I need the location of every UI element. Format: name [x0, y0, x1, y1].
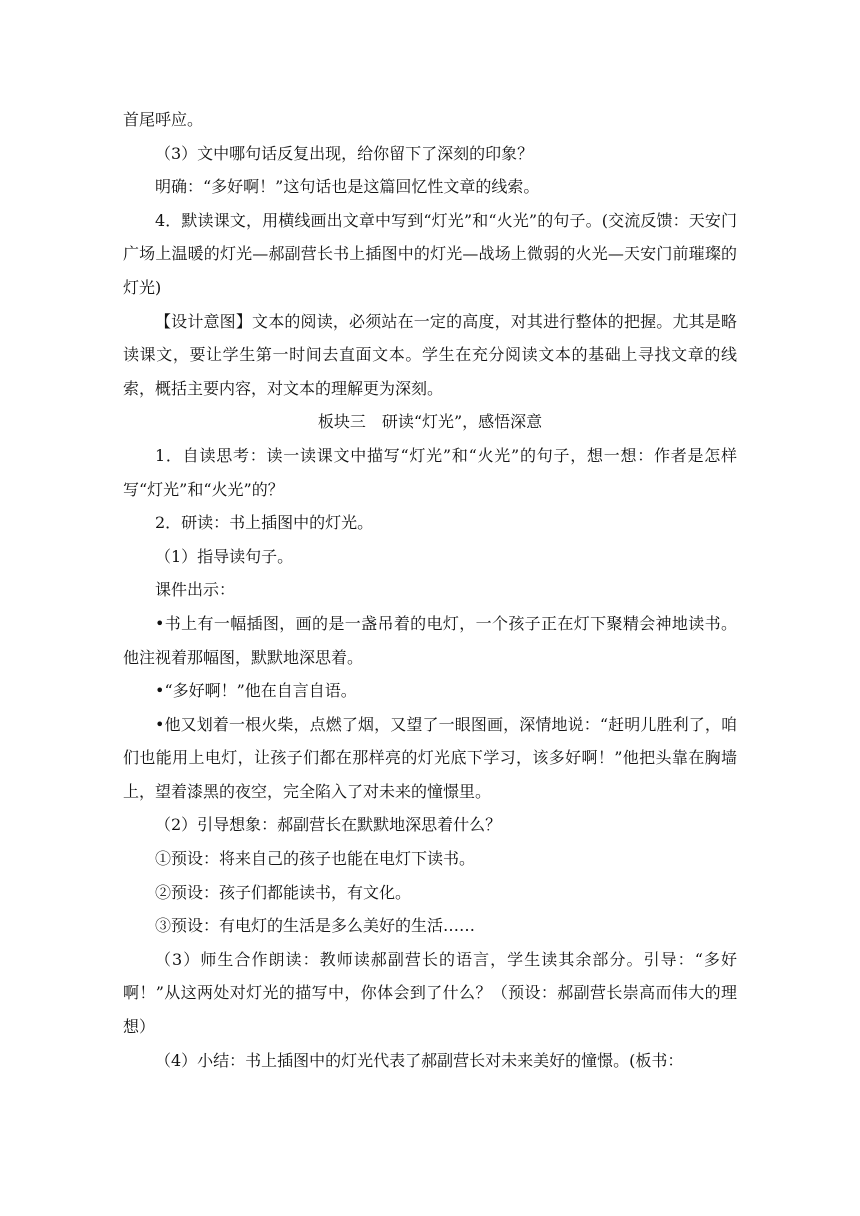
section-heading: 板块三 研读“灯光”，感悟深意 — [317, 412, 543, 432]
step-4-silent-reading: 4．默读课文，用横线画出文章中写到“灯光”和“火光”的句子。(交流反馈：天安门广场上温暖的灯光—郝副营长书上插图中的灯光—战场上微弱的火光—天安门前璀璨的灯光) — [123, 210, 737, 297]
quote-bullet-1: •书上有一幅插图，画的是一盏吊着的电灯，一个孩子正在灯下聚精会神地读书。他注视着那幅图，默默地深思着。 — [123, 613, 737, 667]
substep-2-imagination: （2）引导想象：郝副营长在默默地深思着什么？ — [155, 815, 502, 835]
design-intent: 【设计意图】文本的阅读，必须站在一定的高度，对其进行整体的把握。尤其是略读课文，要让学生第一时间去直面文本。学生在充分阅读文本的基础上寻找文章的线索，概括主要内容，对文本的理解更为深刻。 — [123, 311, 737, 398]
quote-bullet-3: •他又划着一根火柴，点燃了烟，又望了一眼图画，深情地说：“赶明儿胜利了，咱们也能用上电灯，让孩子们都在那样亮的灯光底下学习，该多好啊！”他把头靠在胸墙上，望着漆黑的夜空，完全陷入了对未来的憧憬里。 — [123, 714, 737, 801]
substep-1-guided-reading: （1）指导读句子。 — [155, 546, 294, 566]
step-1-self-reading: 1．自读思考：读一读课文中描写“灯光”和“火光”的句子，想一想：作者是怎样写“灯光”和“火光”的？ — [123, 445, 737, 499]
substep-4-summary: （4）小结：书上插图中的灯光代表了郝副营长对未来美好的憧憬。(板书： — [155, 1050, 684, 1070]
quote-bullet-2: •“多好啊！”他在自言自语。 — [155, 681, 357, 701]
preset-1: ①预设：将来自己的孩子也能在电灯下读书。 — [155, 849, 476, 869]
answer-clarification: 明确：“多好啊！”这句话也是这篇回忆性文章的线索。 — [155, 177, 540, 197]
document-body — [123, 103, 737, 1077]
question-3: （3）文中哪句话反复出现，给你留下了深刻的印象？ — [155, 143, 534, 163]
preset-2: ②预设：孩子们都能读书，有文化。 — [155, 882, 412, 902]
substep-3-cooperative-reading: （3）师生合作朗读：教师读郝副营长的语言，学生读其余部分。引导：“多好啊！”从这两处对灯光的描写中，你体会到了什么？（预设：郝副营长崇高而伟大的理想） — [123, 949, 737, 1037]
courseware-label: 课件出示： — [155, 580, 236, 600]
paragraph-continuation: 首尾呼应。 — [123, 110, 204, 129]
step-2-study: 2．研读：书上插图中的灯光。 — [155, 513, 374, 533]
preset-3: ③预设：有电灯的生活是多么美好的生活…… — [155, 916, 476, 936]
